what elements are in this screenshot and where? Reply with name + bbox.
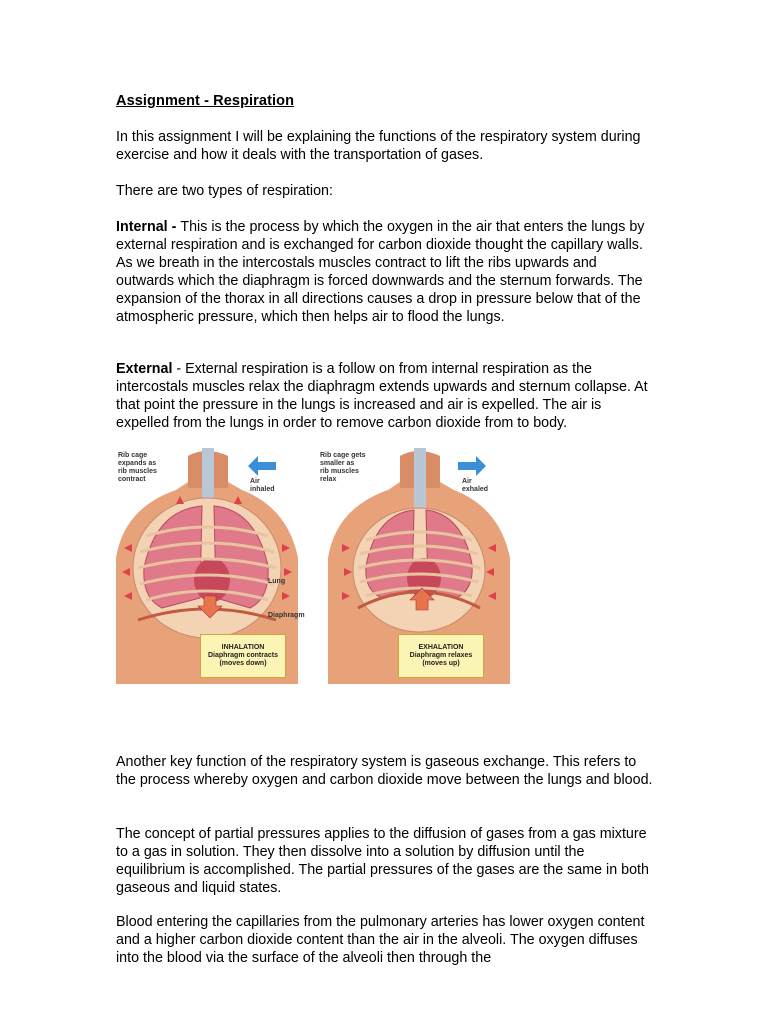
exhalation-air-label: Air exhaled	[462, 478, 489, 493]
gaseous-exchange-paragraph: Another key function of the respiratory system is gaseous exchange. This refers to the process whereby oxygen and carbon dioxide move between the lungs and blood.	[116, 754, 653, 788]
inhalation-caption-title: INHALATION	[221, 644, 265, 651]
exhalation-panel	[320, 448, 510, 684]
inhalation-panel	[116, 448, 298, 684]
internal-lead: Internal -	[116, 219, 181, 235]
exhalation-caption-title: EXHALATION	[418, 644, 464, 651]
inhalation-caption-line2: (moves down)	[219, 660, 267, 667]
internal-paragraph	[116, 218, 656, 326]
external-paragraph	[116, 360, 656, 432]
intro-paragraph: In this assignment I will be explaining the functions of the respiratory system during exercise and how it deals with the transportation of gases.	[116, 129, 641, 163]
inhalation-air-label: Air inhaled	[250, 478, 275, 493]
inhalation-caption-line1: Diaphragm contracts	[207, 652, 279, 659]
lung-label: Lung	[268, 578, 286, 585]
diaphragm-label: Diaphragm	[268, 612, 305, 619]
external-lead: External	[116, 361, 173, 377]
exhalation-caption-line1: Diaphragm relaxes	[409, 652, 473, 659]
inhalation-ribcage-label: Rib cage expands as rib muscles contract	[118, 452, 157, 483]
exhalation-caption	[398, 634, 484, 678]
exhalation-caption-line2: (moves up)	[422, 660, 460, 667]
respiration-figure	[116, 448, 494, 684]
types-intro-paragraph: There are two types of respiration:	[116, 183, 333, 199]
inhalation-caption	[200, 634, 286, 678]
exhalation-ribcage-label: Rib cage gets smaller as rib muscles relax	[320, 452, 366, 483]
internal-text: This is the process by which the oxygen in the air that enters the lungs by external respiration and is exchanged for carbon dioxide thought the capillary walls. As we breath in the intercostals muscles contract to lift the ribs upwards and outwards which the diaphragm is forced downwards and the sternum forwards. The expansion of the thorax in all directions causes a drop in pressure below that of the atmospheric pressure, which then helps air to flood the lungs.	[116, 219, 645, 325]
page-title: Assignment - Respiration	[116, 93, 295, 109]
external-text: - External respiration is a follow on from internal respiration as the intercostals muscles relax the diaphragm extends upwards and sternum collapse. At that point the pressure in the lungs is increased and air is expelled. The air is expelled from the lungs in order to remove carbon dioxide from to body.	[116, 361, 648, 431]
blood-capillaries-paragraph: Blood entering the capillaries from the pulmonary arteries has lower oxygen content and a higher carbon dioxide content than the air in the alveoli. The oxygen diffuses into the blood via the surface of the alveoli then through the	[116, 914, 645, 966]
partial-pressures-paragraph: The concept of partial pressures applies to the diffusion of gases from a gas mixture to a gas in solution. They then dissolve into a solution by diffusion until the equilibrium is accomplished. The partial pressures of the gases are the same in both gaseous and liquid states.	[116, 826, 649, 896]
